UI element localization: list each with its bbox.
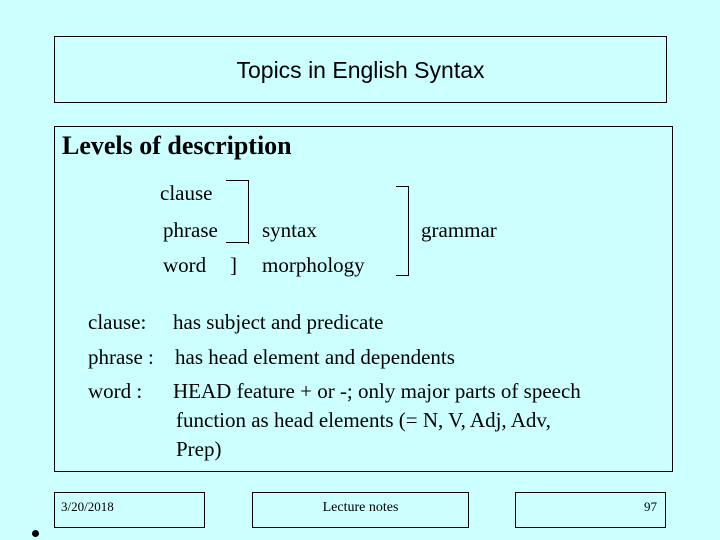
level-syntax: syntax <box>262 218 317 242</box>
footer-center: Lecture notes <box>322 500 399 515</box>
level-grammar: grammar <box>421 218 497 242</box>
section-heading: Levels of description <box>62 131 292 160</box>
def-word-continuation-2: Prep) <box>176 437 222 461</box>
def-clause-text: has subject and predicate <box>173 310 384 334</box>
title-box <box>54 36 667 103</box>
syntax-bracket <box>226 180 249 244</box>
def-phrase-text: has head element and dependents <box>175 345 455 369</box>
slide-title: Topics in English Syntax <box>236 57 485 83</box>
def-word-continuation-1: function as head elements (= N, V, Adj, Adv, <box>176 408 551 432</box>
def-clause-term: clause: <box>88 310 147 334</box>
level-clause: clause <box>160 181 213 205</box>
def-word-term: word : <box>88 379 143 403</box>
grammar-bracket <box>396 186 409 276</box>
word-bracket: ] <box>230 253 237 277</box>
level-morphology: morphology <box>262 253 365 277</box>
level-word: word <box>163 253 207 277</box>
footer-date-box <box>54 492 205 528</box>
def-phrase-term: phrase : <box>88 345 154 369</box>
footer-center-box <box>252 492 469 528</box>
def-word-text: HEAD feature + or -; only major parts of speech <box>173 379 581 403</box>
footer-date: 3/20/2018 <box>61 499 114 514</box>
syntax-bracket-bottom <box>226 242 248 243</box>
footer-page-number: 97 <box>644 499 657 514</box>
footer-page-box <box>515 492 666 528</box>
level-phrase: phrase <box>163 218 218 242</box>
bullet-dot <box>32 530 39 537</box>
